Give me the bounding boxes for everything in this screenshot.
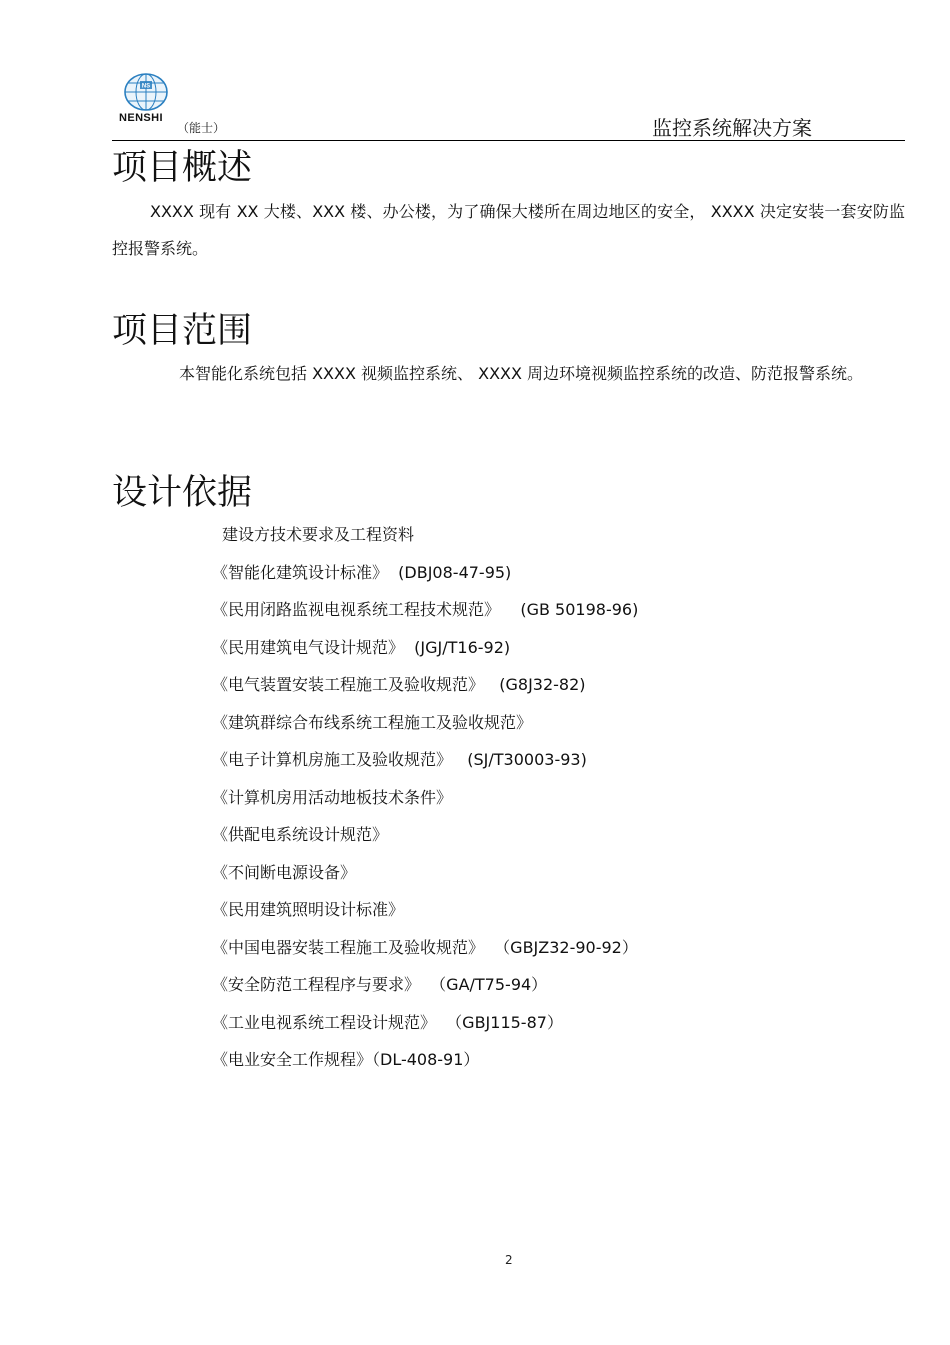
list-item: 《不间断电源设备》 [212,862,357,882]
list-item: 《智能化建筑设计标准》 (DBJ08-47-95) [212,562,512,582]
company-logo [119,72,177,128]
paragraph-project-overview: XXXX 现有 XX 大楼、XXX 楼、办公楼，为了确保大楼所在周边地区的安全， XXXX 决定安装一套安防监控报警系统。 [112,202,905,258]
list-item: 《供配电系统设计规范》 [212,825,389,844]
list-item: 《中国电器安装工程施工及验收规范》 （GBJZ32-90-92） [212,937,638,957]
standards-list [212,516,638,1079]
svg-text:NS: NS [141,83,151,90]
logo-text: NENSHI [119,112,163,124]
list-item: 《建筑群综合布线系统工程施工及验收规范》 [212,712,533,732]
list-item: 《电气装置安装工程施工及验收规范》 (G8J32-82) [212,675,586,694]
list-item: 《民用闭路监视电视系统工程技术规范》 (GB 50198-96) [212,600,639,619]
page-number: 2 [505,1253,513,1267]
list-item: 《民用建筑照明设计标准》 [212,900,405,919]
document-title: 监控系统解决方案 [652,116,812,140]
list-item: 《电业安全工作规程》（DL-408-91） [212,1050,480,1069]
globe-logo-icon [123,72,169,112]
list-item: 《安全防范工程程序与要求》 （GA/T75-94） [212,975,548,994]
list-item: 建设方技术要求及工程资料 [222,525,415,544]
heading-project-scope: 项目范围 [112,311,253,351]
list-item: 《计算机房用活动地板技术条件》 [212,787,453,807]
list-item: 《工业电视系统工程设计规范》 （GBJ115-87） [212,1012,563,1032]
company-subtitle: （能士） [177,121,226,135]
heading-design-basis: 设计依据 [112,473,253,513]
paragraph-project-scope: 本智能化系统包括 XXXX 视频监控系统、 XXXX 周边环境视频监控系统的改造、防范报警系统。 [179,364,864,383]
heading-project-overview: 项目概述 [112,148,253,188]
list-item: 《民用建筑电气设计规范》 (JGJ/T16-92) [212,637,511,657]
header-divider [112,140,905,141]
list-item: 《电子计算机房施工及验收规范》 (SJ/T30003-93) [212,750,587,769]
